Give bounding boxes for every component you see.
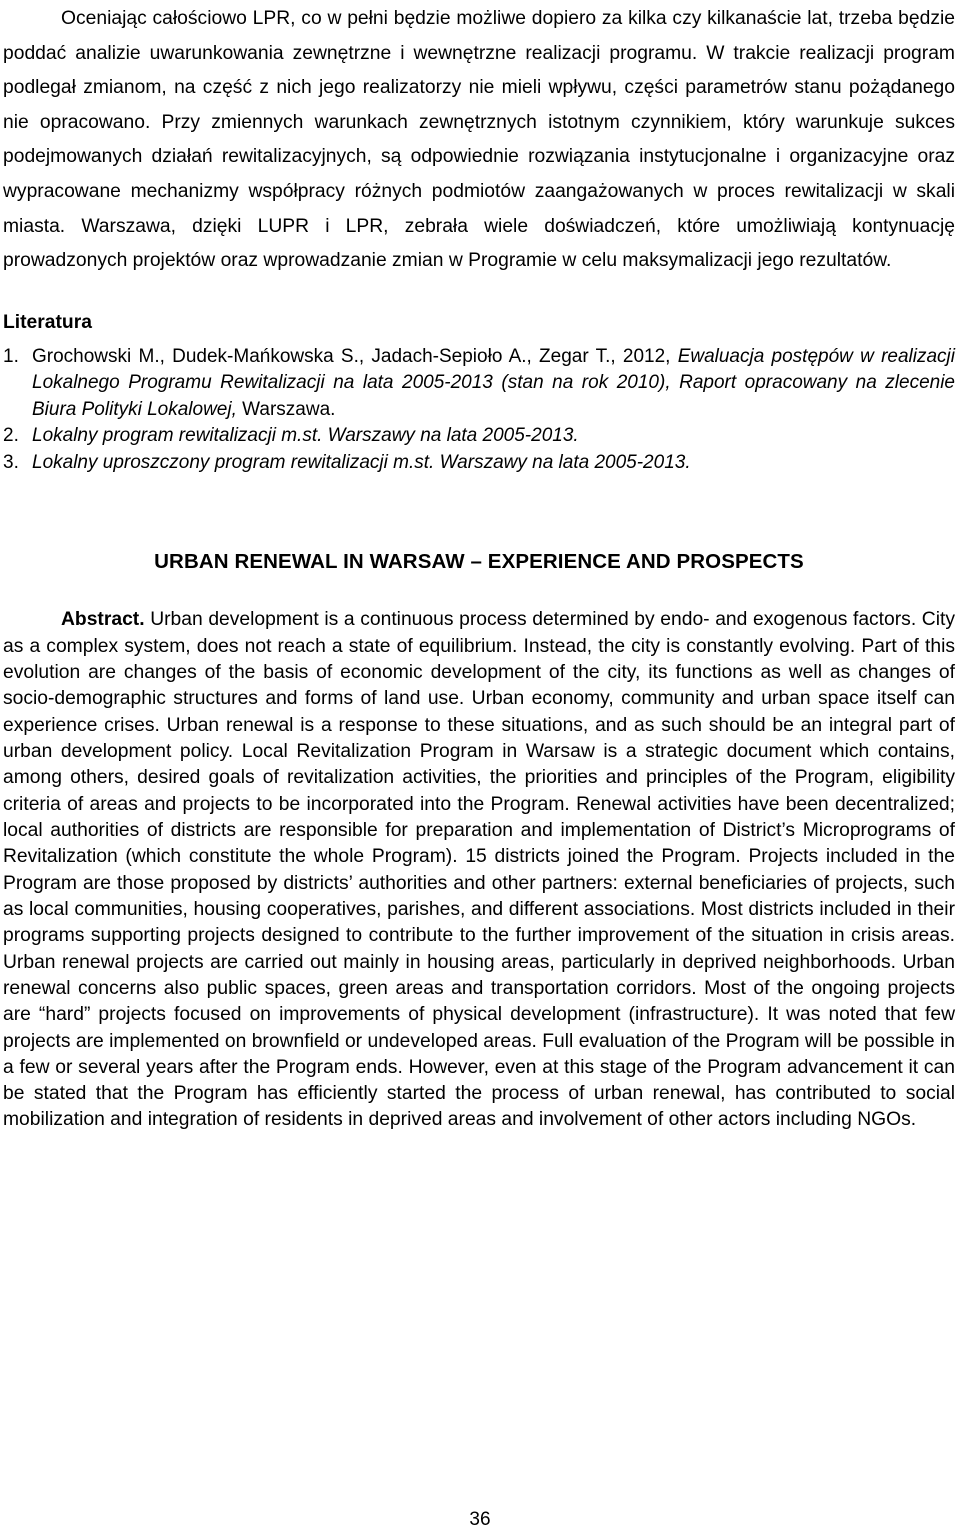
- document-page: [3, 0, 955, 1134]
- reference-title: Ewaluacja postępów w realizacji Lokalnego Programu Rewitalizacji na lata 2005-2013 (stan na rok 2010), Raport opracowany na zlecenie Biura Polityki Lokalowej,: [32, 345, 955, 420]
- reference-number: 2.: [3, 425, 19, 447]
- reference-list: [3, 344, 955, 477]
- page-number: 36: [469, 1509, 491, 1530]
- reference-authors: Grochowski M., Dudek-Mańkowska S., Jadach-Sepioło A., Zegar T., 2012,: [32, 345, 671, 367]
- literature-heading: Literatura: [3, 311, 92, 333]
- reference-item: [3, 344, 955, 424]
- english-title: URBAN RENEWAL IN WARSAW – EXPERIENCE AND PROSPECTS: [154, 550, 804, 574]
- reference-place: Warszawa.: [242, 398, 336, 420]
- reference-number: 1.: [3, 345, 19, 367]
- abstract-paragraph: [3, 607, 955, 1134]
- reference-number: 3.: [3, 451, 19, 473]
- reference-title: Lokalny uproszczony program rewitalizacji m.st. Warszawy na lata 2005-2013.: [32, 451, 691, 473]
- reference-item: [3, 423, 955, 450]
- abstract-label: Abstract.: [61, 609, 145, 631]
- reference-item: [3, 450, 955, 477]
- reference-title: Lokalny program rewitalizacji m.st. Warszawy na lata 2005-2013.: [32, 425, 579, 447]
- conclusion-paragraph: Oceniając całościowo LPR, co w pełni będzie możliwe dopiero za kilka czy kilkanaście lat, trzeba będzie poddać analizie uwarunkowania zewnętrzne i wewnętrzne realizacji programu. W trakcie realizacji program podlegał zmianom, na część z nich jego realizatorzy nie mieli wpływu, części parametrów stanu pożądanego nie opracowano. Przy zmiennych warunkach zewnętrznych istotnym czynnikiem, który warunkuje sukces podejmowanych działań rewitalizacyjnych, są odpowiednie rozwiązania instytucjonalne i organizacyjne oraz wypracowane mechanizmy współpracy różnych podmiotów zaangażowanych w proces rewitalizacji w skali miasta. Warszawa, dzięki LUPR i LPR, zebrała wiele doświadczeń, które umożliwiają kontynuację prowadzonych projektów oraz wprowadzanie zmian w Programie w celu maksymalizacji jego rezultatów.: [3, 8, 955, 272]
- abstract-text: Urban development is a continuous process determined by endo- and exogenous factors. City as a complex system, does not reach a state of equilibrium. Instead, the city is constantly evolving. Part of this evolution are changes of the basis of economic development of the city, its functions as well as changes of socio-demographic structures and forms of land use. Urban economy, community and urban space itself can experience crises. Urban renewal is a response to these situations, and as such should be an integral part of urban development policy. Local Revitalization Program in Warsaw is a strategic document which contains, among others, desired goals of revitalization activities, the priorities and principles of the Program, eligibility criteria of areas and projects to be incorporated into the Program. Renewal activities have been decentralized; local authorities of districts are responsible for preparation and implementation of District’s Microprograms of Revitalization (which constitute the whole Program). 15 districts joined the Program. Projects included in the Program are those proposed by districts’ authorities and other partners: external beneficiaries of projects, such as local communities, housing cooperatives, parishes, and different associations. Most districts included in their programs supporting projects designed to contribute to the further improvement of the situation in crisis areas. Urban renewal projects are carried out mainly in housing areas, particularly in deprived neighborhoods. Urban renewal concerns also public spaces, green areas and transportation corridors. Most of the ongoing projects are “hard” projects focused on improvements of physical development (infrastructure). It was noted that few projects are implemented on brownfield or undeveloped areas. Full evaluation of the Program will be possible in a few or several years after the Program ends. However, even at this stage of the Program advancement it can be stated that the Program has efficiently started the process of urban renewal, has contributed to social mobilization and integration of residents in deprived areas and involvement of other actors including NGOs.: [3, 609, 955, 1131]
